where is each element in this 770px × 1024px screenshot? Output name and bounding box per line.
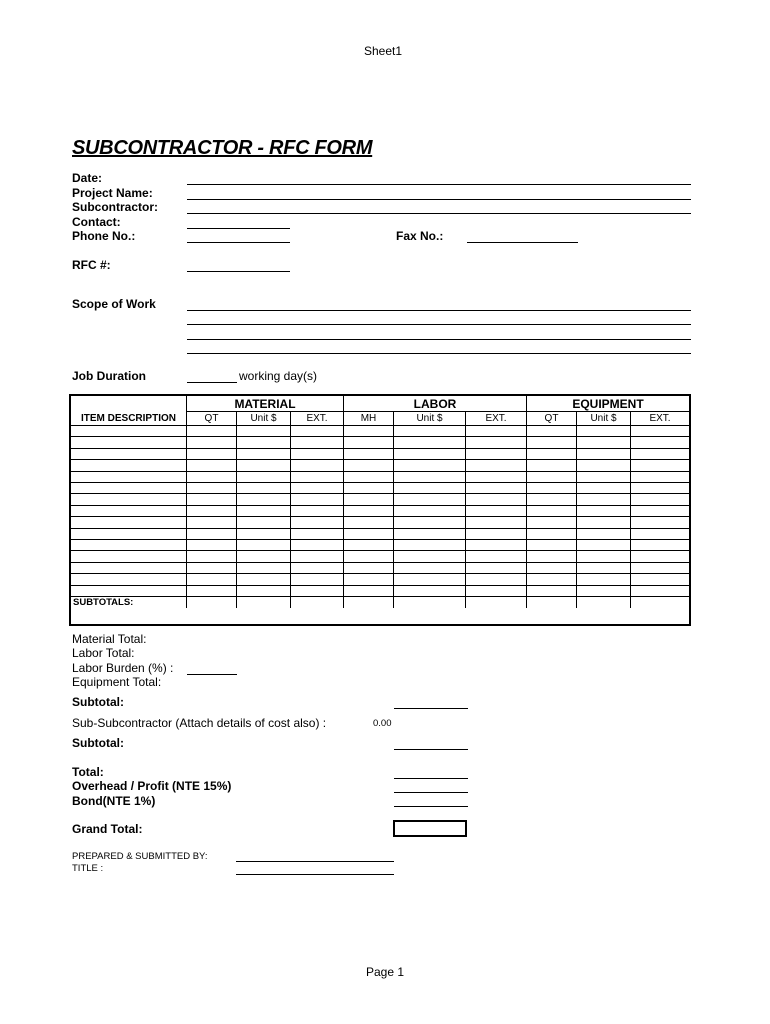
table-cell[interactable] <box>394 517 466 528</box>
table-cell[interactable] <box>631 551 689 562</box>
table-cell[interactable] <box>631 426 689 437</box>
total-field[interactable] <box>394 778 468 779</box>
table-cell[interactable] <box>466 517 527 528</box>
labor-total-label: Labor Total: <box>72 646 135 660</box>
table-cell[interactable] <box>631 597 689 608</box>
table-cell[interactable] <box>527 517 577 528</box>
date-field[interactable] <box>187 184 691 185</box>
table-cell[interactable] <box>291 540 344 551</box>
table-cell[interactable] <box>291 586 344 597</box>
table-cell[interactable] <box>466 563 527 574</box>
table-cell[interactable] <box>394 529 466 540</box>
table-cell[interactable] <box>344 563 394 574</box>
table-cell[interactable] <box>291 460 344 471</box>
table-cell[interactable] <box>344 517 394 528</box>
table-cell[interactable] <box>71 460 187 471</box>
table-cell[interactable] <box>527 494 577 505</box>
table-cell[interactable] <box>187 472 237 483</box>
table-cell[interactable] <box>291 449 344 460</box>
prepared-by-field[interactable] <box>236 861 394 862</box>
table-cell[interactable] <box>344 426 394 437</box>
table-cell[interactable] <box>527 483 577 494</box>
table-cell[interactable] <box>344 460 394 471</box>
table-cell[interactable] <box>466 426 527 437</box>
table-cell[interactable] <box>344 574 394 585</box>
table-cell[interactable] <box>631 517 689 528</box>
table-cell[interactable] <box>394 586 466 597</box>
table-cell[interactable] <box>577 460 631 471</box>
group-blank <box>71 396 187 412</box>
table-cell[interactable] <box>291 472 344 483</box>
table-cell[interactable] <box>187 551 237 562</box>
table-cell[interactable] <box>394 506 466 517</box>
table-cell[interactable] <box>466 529 527 540</box>
fax-label: Fax No.: <box>396 229 444 243</box>
table-cell[interactable] <box>344 529 394 540</box>
material-total-label: Material Total: <box>72 632 147 646</box>
contact-label: Contact: <box>72 215 121 229</box>
table-cell[interactable] <box>344 494 394 505</box>
table-cell[interactable] <box>344 483 394 494</box>
phone-field[interactable] <box>187 242 290 243</box>
table-cell[interactable] <box>631 586 689 597</box>
table-cell[interactable] <box>71 426 187 437</box>
table-cell[interactable] <box>344 540 394 551</box>
table-cell[interactable] <box>237 426 291 437</box>
table-cell[interactable] <box>466 483 527 494</box>
table-cell[interactable] <box>631 472 689 483</box>
equipment-total-label: Equipment Total: <box>72 675 162 689</box>
table-cell[interactable] <box>527 426 577 437</box>
table-cell[interactable] <box>71 563 187 574</box>
table-cell[interactable] <box>237 449 291 460</box>
bond-label: Bond(NTE 1%) <box>72 794 156 808</box>
subtotal-1-field[interactable] <box>394 708 468 709</box>
table-cell[interactable] <box>237 597 291 608</box>
job-duration-label: Job Duration <box>72 369 146 383</box>
group-equipment: EQUIPMENT <box>527 396 689 412</box>
table-cell[interactable] <box>291 517 344 528</box>
table-cell[interactable] <box>527 437 577 448</box>
table-cell[interactable] <box>344 597 394 608</box>
table-cell[interactable] <box>577 529 631 540</box>
labor-burden-field[interactable] <box>187 674 237 675</box>
table-cell[interactable] <box>394 551 466 562</box>
working-days-label: working day(s) <box>239 369 318 383</box>
table-cell[interactable] <box>631 494 689 505</box>
grand-total-label: Grand Total: <box>72 822 143 836</box>
table-cell[interactable] <box>527 506 577 517</box>
scope-line-4[interactable] <box>187 353 691 354</box>
table-cell[interactable] <box>577 563 631 574</box>
table-cell[interactable] <box>237 540 291 551</box>
table-cell[interactable] <box>527 460 577 471</box>
table-cell[interactable] <box>71 551 187 562</box>
table-cell[interactable] <box>394 494 466 505</box>
column-header: EXT. <box>466 412 527 426</box>
table-cell[interactable] <box>577 586 631 597</box>
date-label: Date: <box>72 171 103 185</box>
project-name-label: Project Name: <box>72 186 153 200</box>
table-cell[interactable] <box>237 494 291 505</box>
table-cell[interactable] <box>466 586 527 597</box>
total-label: Total: <box>72 765 104 779</box>
table-cell[interactable] <box>291 551 344 562</box>
table-cell[interactable] <box>577 574 631 585</box>
sub-subcontractor-value: 0.00 <box>373 718 392 729</box>
column-header: QT <box>527 412 577 426</box>
subtotal-2-label: Subtotal: <box>72 736 124 750</box>
cost-table <box>69 394 691 626</box>
table-cell[interactable] <box>344 449 394 460</box>
table-cell[interactable] <box>71 517 187 528</box>
column-header: Unit $ <box>237 412 291 426</box>
table-cell[interactable] <box>394 437 466 448</box>
table-cell[interactable] <box>187 460 237 471</box>
sub-subcontractor-label: Sub-Subcontractor (Attach details of cost also) : <box>72 716 327 730</box>
table-cell[interactable] <box>527 551 577 562</box>
table-cell[interactable] <box>71 506 187 517</box>
table-cell[interactable] <box>394 426 466 437</box>
table-cell[interactable] <box>237 529 291 540</box>
table-cell[interactable] <box>187 437 237 448</box>
column-header: EXT. <box>631 412 689 426</box>
column-header: Unit $ <box>577 412 631 426</box>
table-cell[interactable] <box>577 426 631 437</box>
table-cell[interactable] <box>71 472 187 483</box>
table-cell[interactable] <box>527 574 577 585</box>
table-cell[interactable] <box>237 506 291 517</box>
table-cell[interactable] <box>527 586 577 597</box>
table-cell[interactable] <box>466 506 527 517</box>
table-cell[interactable] <box>291 597 344 608</box>
table-cell[interactable] <box>631 563 689 574</box>
group-labor: LABOR <box>344 396 527 412</box>
table-cell[interactable] <box>187 574 237 585</box>
table-cell[interactable] <box>394 460 466 471</box>
table-cell[interactable] <box>394 449 466 460</box>
table-cell[interactable] <box>237 437 291 448</box>
table-cell[interactable] <box>71 483 187 494</box>
table-cell[interactable] <box>187 597 237 608</box>
table-cell[interactable] <box>394 597 466 608</box>
table-cell[interactable] <box>71 574 187 585</box>
table-cell[interactable] <box>466 597 527 608</box>
signoff-title-field[interactable] <box>236 874 394 875</box>
table-cell[interactable] <box>466 540 527 551</box>
table-cell[interactable] <box>631 574 689 585</box>
subtotal-1-label: Subtotal: <box>72 695 124 709</box>
page-header: Sheet1 <box>364 44 403 58</box>
table-cell[interactable] <box>187 517 237 528</box>
table-cell[interactable] <box>466 574 527 585</box>
table-cell[interactable] <box>187 563 237 574</box>
table-cell[interactable] <box>631 540 689 551</box>
project-name-field[interactable] <box>187 199 691 200</box>
table-cell[interactable] <box>344 472 394 483</box>
table-cell[interactable] <box>187 540 237 551</box>
scope-line-1[interactable] <box>187 310 691 311</box>
table-cell[interactable] <box>187 483 237 494</box>
table-cell[interactable] <box>291 529 344 540</box>
phone-label: Phone No.: <box>72 229 136 243</box>
table-cell[interactable] <box>527 472 577 483</box>
table-cell[interactable] <box>71 437 187 448</box>
table-cell[interactable] <box>187 494 237 505</box>
table-cell[interactable] <box>577 597 631 608</box>
table-cell[interactable] <box>577 449 631 460</box>
table-cell[interactable] <box>237 563 291 574</box>
table-cell[interactable] <box>466 472 527 483</box>
table-cell[interactable] <box>577 551 631 562</box>
table-cell[interactable] <box>187 506 237 517</box>
table-cell[interactable] <box>291 494 344 505</box>
subtotal-2-field[interactable] <box>394 749 468 750</box>
page-footer: Page 1 <box>366 965 405 979</box>
table-cell[interactable] <box>344 586 394 597</box>
scope-line-2[interactable] <box>187 324 691 325</box>
rfc-field[interactable] <box>187 271 290 272</box>
table-cell[interactable] <box>71 449 187 460</box>
table-cell[interactable] <box>631 506 689 517</box>
table-cell[interactable] <box>187 449 237 460</box>
table-cell[interactable] <box>237 460 291 471</box>
table-cell[interactable] <box>344 506 394 517</box>
group-material: MATERIAL <box>187 396 344 412</box>
table-cell[interactable] <box>466 551 527 562</box>
table-cell[interactable] <box>237 483 291 494</box>
table-cell[interactable] <box>237 586 291 597</box>
table-cell[interactable] <box>71 529 187 540</box>
table-cell[interactable] <box>466 460 527 471</box>
grand-total-box[interactable] <box>393 820 467 837</box>
table-cell[interactable] <box>394 540 466 551</box>
overhead-field[interactable] <box>394 792 468 793</box>
table-cell[interactable] <box>344 551 394 562</box>
table-cell[interactable] <box>577 540 631 551</box>
table-cell[interactable] <box>344 437 394 448</box>
signoff-title-label: TITLE : <box>72 863 104 874</box>
table-cell[interactable] <box>394 483 466 494</box>
table-cell[interactable] <box>237 551 291 562</box>
table-cell[interactable] <box>291 506 344 517</box>
table-cell[interactable] <box>237 574 291 585</box>
table-cell[interactable] <box>71 494 187 505</box>
table-cell[interactable] <box>527 540 577 551</box>
subcontractor-label: Subcontractor: <box>72 200 159 214</box>
table-cell[interactable] <box>577 517 631 528</box>
table-cell[interactable] <box>291 426 344 437</box>
table-cell[interactable] <box>466 437 527 448</box>
form-title: SUBCONTRACTOR - RFC FORM <box>72 137 373 159</box>
contact-field[interactable] <box>187 228 290 229</box>
scope-line-3[interactable] <box>187 339 691 340</box>
column-header: QT <box>187 412 237 426</box>
table-cell[interactable] <box>631 437 689 448</box>
table-cell[interactable] <box>577 506 631 517</box>
column-header: EXT. <box>291 412 344 426</box>
table-cell[interactable] <box>291 563 344 574</box>
table-cell[interactable] <box>187 529 237 540</box>
table-cell[interactable] <box>577 494 631 505</box>
fax-field[interactable] <box>467 242 578 243</box>
table-cell[interactable] <box>631 460 689 471</box>
table-cell[interactable] <box>187 586 237 597</box>
table-cell[interactable] <box>466 449 527 460</box>
table-cell[interactable] <box>237 472 291 483</box>
table-cell[interactable] <box>291 437 344 448</box>
rfc-label: RFC #: <box>72 258 111 272</box>
table-cell[interactable] <box>394 472 466 483</box>
labor-burden-label: Labor Burden (%) : <box>72 661 174 675</box>
table-cell[interactable] <box>71 586 187 597</box>
table-cell[interactable] <box>527 529 577 540</box>
table-cell[interactable] <box>291 483 344 494</box>
prepared-by-label: PREPARED & SUBMITTED BY: <box>72 851 208 862</box>
table-cell[interactable] <box>527 449 577 460</box>
table-cell[interactable] <box>577 472 631 483</box>
table-cell[interactable] <box>631 449 689 460</box>
table-cell[interactable] <box>394 574 466 585</box>
table-cell[interactable] <box>527 597 577 608</box>
table-cell[interactable] <box>631 529 689 540</box>
table-cell[interactable] <box>394 563 466 574</box>
table-cell[interactable] <box>291 574 344 585</box>
column-header: ITEM DESCRIPTION <box>71 412 187 426</box>
table-cell[interactable] <box>577 437 631 448</box>
scope-label: Scope of Work <box>72 297 156 311</box>
overhead-label: Overhead / Profit (NTE 15%) <box>72 779 232 793</box>
table-cell[interactable] <box>466 494 527 505</box>
table-body <box>71 412 689 624</box>
bond-field[interactable] <box>394 806 468 807</box>
table-cell[interactable] <box>527 563 577 574</box>
table-cell[interactable] <box>187 426 237 437</box>
column-header: MH <box>344 412 394 426</box>
column-header: Unit $ <box>394 412 466 426</box>
subcontractor-field[interactable] <box>187 213 691 214</box>
subtotals-label: SUBTOTALS: <box>71 597 187 608</box>
table-cell[interactable] <box>631 483 689 494</box>
table-cell[interactable] <box>237 517 291 528</box>
job-duration-field[interactable] <box>187 382 237 383</box>
table-cell[interactable] <box>577 483 631 494</box>
table-cell[interactable] <box>71 540 187 551</box>
